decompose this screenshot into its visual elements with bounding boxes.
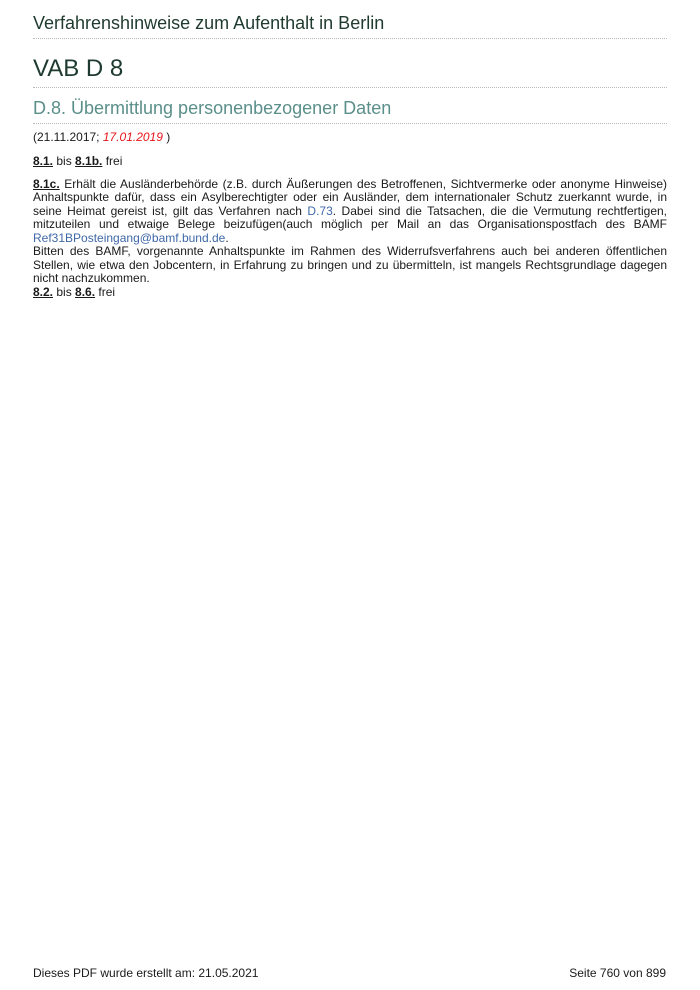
ref-link-8-6[interactable]: 8.6. bbox=[75, 284, 96, 299]
paragraph-tail: frei bbox=[102, 154, 123, 168]
date-changed: 17.01.2019 bbox=[102, 130, 163, 144]
paragraph-text: Erhält die Ausländerbehörde (z.B. durch Äußerungen des Betroffenen, Sichtvermerke oder anonyme Hinweise) Anhaltspunkte dafür, dass ein Asylberechtigter oder ein Ausländer, dem internationaler Schutz zuerkannt wurde, in seine Heimat gereist ist, gilt das Verfahren nach bbox=[33, 176, 667, 218]
date-line bbox=[33, 130, 667, 144]
section-title: D.8. Übermittlung personenbezogener Daten bbox=[33, 97, 667, 124]
paragraph-text: Bitten des BAMF, vorgenannte Anhaltspunkte im Rahmen des Widerrufsverfahrens auch bei anderen öffentlichen Stellen, wie etwa den Jobcentern, in Erfahrung zu bringen und zu übermitteln, ist mangels Rechtsgrundlage dagegen nicht nachzukommen. bbox=[33, 244, 667, 285]
paragraph-text: . Dabei sind die Tatsachen, die die Vermutung rechtfertigen, mitzuteilen und etwaige Belege beizufügen(auch möglich per Mail an das Organisationspostfach des BAMF bbox=[33, 203, 668, 231]
ref-link-8-1c[interactable]: 8.1c. bbox=[33, 176, 60, 191]
footer-created-date: Dieses PDF wurde erstellt am: 21.05.2021 bbox=[33, 966, 259, 980]
paragraph-connector: bis bbox=[53, 284, 76, 299]
date-close: ) bbox=[162, 130, 171, 144]
paragraph-8-1 bbox=[33, 155, 667, 169]
document-header-title: Verfahrenshinweise zum Aufenthalt in Berlin bbox=[33, 13, 667, 39]
link-d73[interactable]: D.73 bbox=[307, 203, 333, 218]
date-original: (21.11.2017; bbox=[33, 130, 103, 144]
vab-title: VAB D 8 bbox=[33, 55, 667, 88]
ref-link-8-1b[interactable]: 8.1b. bbox=[75, 154, 103, 168]
paragraph-tail: frei bbox=[95, 284, 116, 299]
document-page bbox=[33, 0, 667, 299]
ref-link-8-1[interactable]: 8.1. bbox=[33, 154, 54, 168]
ref-link-8-2[interactable]: 8.2. bbox=[33, 284, 54, 299]
email-link[interactable]: Ref31BPosteingang@bamf.bund.de bbox=[33, 230, 226, 245]
paragraph-connector: bis bbox=[53, 154, 76, 168]
paragraph-text: . bbox=[225, 230, 229, 245]
footer-page-number: Seite 760 von 899 bbox=[569, 966, 666, 980]
paragraph-8-1c bbox=[33, 178, 667, 300]
